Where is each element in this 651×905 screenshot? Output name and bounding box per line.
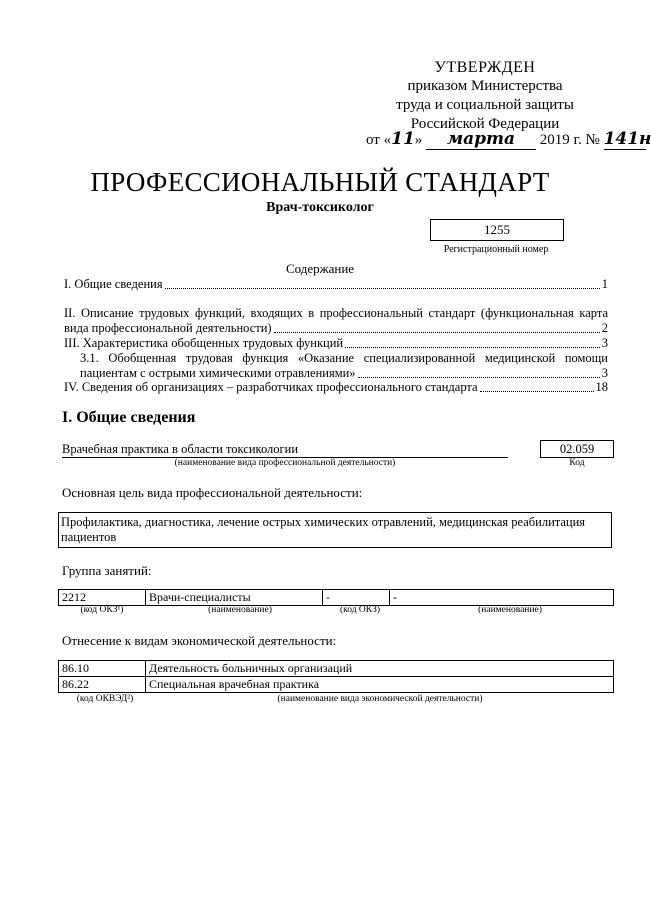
approval-number: 141н: [603, 129, 651, 149]
approval-year: 2019 г. №: [539, 132, 600, 148]
toc-leader: [274, 332, 600, 333]
toc-leader: [345, 347, 600, 348]
okved-name: Специальная врачебная практика: [146, 677, 614, 693]
activity-name-caption: (наименование вида профессиональной деятельности): [174, 458, 396, 468]
toc-leader: [165, 288, 600, 289]
approval-block: [360, 58, 610, 134]
section-1-heading: I. Общие сведения: [62, 409, 196, 426]
okved-code: 86.22: [59, 677, 146, 693]
toc-item-page: 3: [601, 336, 608, 350]
okved-table: [58, 660, 614, 693]
toc-item-5[interactable]: [64, 380, 608, 395]
group-caption-name2: (наименование): [478, 605, 542, 615]
okved-label: Отнесение к видам экономической деятельности:: [62, 633, 337, 648]
okved-caption-code: (код ОКВЭД²): [76, 694, 134, 704]
toc-item-page: 2: [601, 321, 608, 335]
group-caption-name1: (наименование): [208, 605, 272, 615]
registration-number-box: 1255: [430, 219, 564, 241]
activity-code-caption: Код: [569, 458, 585, 468]
registration-caption: Регистрационный номер: [443, 244, 549, 255]
document-title: ПРОФЕССИОНАЛЬНЫЙ СТАНДАРТ: [90, 167, 550, 197]
toc-item-text-line1: II. Описание трудовых функций, входящих в профессиональный стандарт (функциональная карта: [64, 306, 608, 320]
document-subtitle: Врач-токсиколог: [266, 200, 374, 215]
table-row: [59, 677, 614, 693]
activity-name-field: Врачебная практика в области токсикологии: [62, 442, 508, 458]
toc-heading: Содержание: [285, 261, 355, 276]
approval-date-line: [366, 129, 651, 150]
toc-item-text: пациентам с острыми химическими отравлениями»: [80, 366, 356, 380]
approval-day: 11: [391, 129, 415, 149]
toc-leader: [358, 377, 600, 378]
toc-item-page: 3: [601, 366, 608, 380]
group-code-1: 2212: [59, 590, 146, 606]
group-name-2: -: [390, 590, 614, 606]
toc-item-4[interactable]: [80, 351, 608, 381]
table-row: [59, 590, 614, 606]
approval-line-2: труда и социальной защиты: [396, 97, 574, 113]
approval-from: от «: [366, 132, 392, 148]
okved-caption-name: (наименование вида экономической деятельности): [277, 694, 483, 704]
toc-item-page: 1: [601, 277, 608, 291]
toc-item-text-line1: 3.1. Обобщенная трудовая функция «Оказание специализированной медицинской помощи: [80, 351, 608, 365]
toc-item-text: IV. Сведения об организациях – разработчиках профессионального стандарта: [64, 380, 478, 394]
group-caption-okz2: (код ОКЗ): [339, 605, 381, 615]
group-name-1: Врачи-специалисты: [146, 590, 323, 606]
toc-leader: [480, 391, 594, 392]
toc-item-page: 18: [595, 380, 608, 394]
group-table: [58, 589, 614, 606]
approval-month: марта: [426, 129, 536, 150]
toc-item-3[interactable]: [64, 336, 608, 351]
toc-item-text: вида профессиональной деятельности): [64, 321, 272, 335]
activity-code-box: 02.059: [540, 440, 614, 458]
toc-item-text: I. Общие сведения: [64, 277, 163, 291]
toc-item-1[interactable]: [64, 277, 608, 292]
group-caption-okz1: (код ОКЗ¹): [80, 605, 124, 615]
approval-line-1: приказом Министерства: [407, 78, 563, 94]
table-row: [59, 661, 614, 677]
group-code-2: -: [323, 590, 390, 606]
okved-name: Деятельность больничных организаций: [146, 661, 614, 677]
approval-mid: »: [414, 132, 423, 148]
goal-box: Профилактика, диагностика, лечение острых химических отравлений, медицинская реабилитация пациентов: [58, 512, 612, 548]
approval-line-3: Российской Федерации: [410, 116, 560, 132]
toc-item-text: III. Характеристика обобщенных трудовых функций: [64, 336, 344, 350]
approval-heading: УТВЕРЖДЕН: [434, 59, 536, 76]
goal-label: Основная цель вида профессиональной деятельности:: [62, 485, 363, 500]
okved-code: 86.10: [59, 661, 146, 677]
toc-item-2[interactable]: [64, 306, 608, 336]
group-label: Группа занятий:: [62, 563, 152, 578]
